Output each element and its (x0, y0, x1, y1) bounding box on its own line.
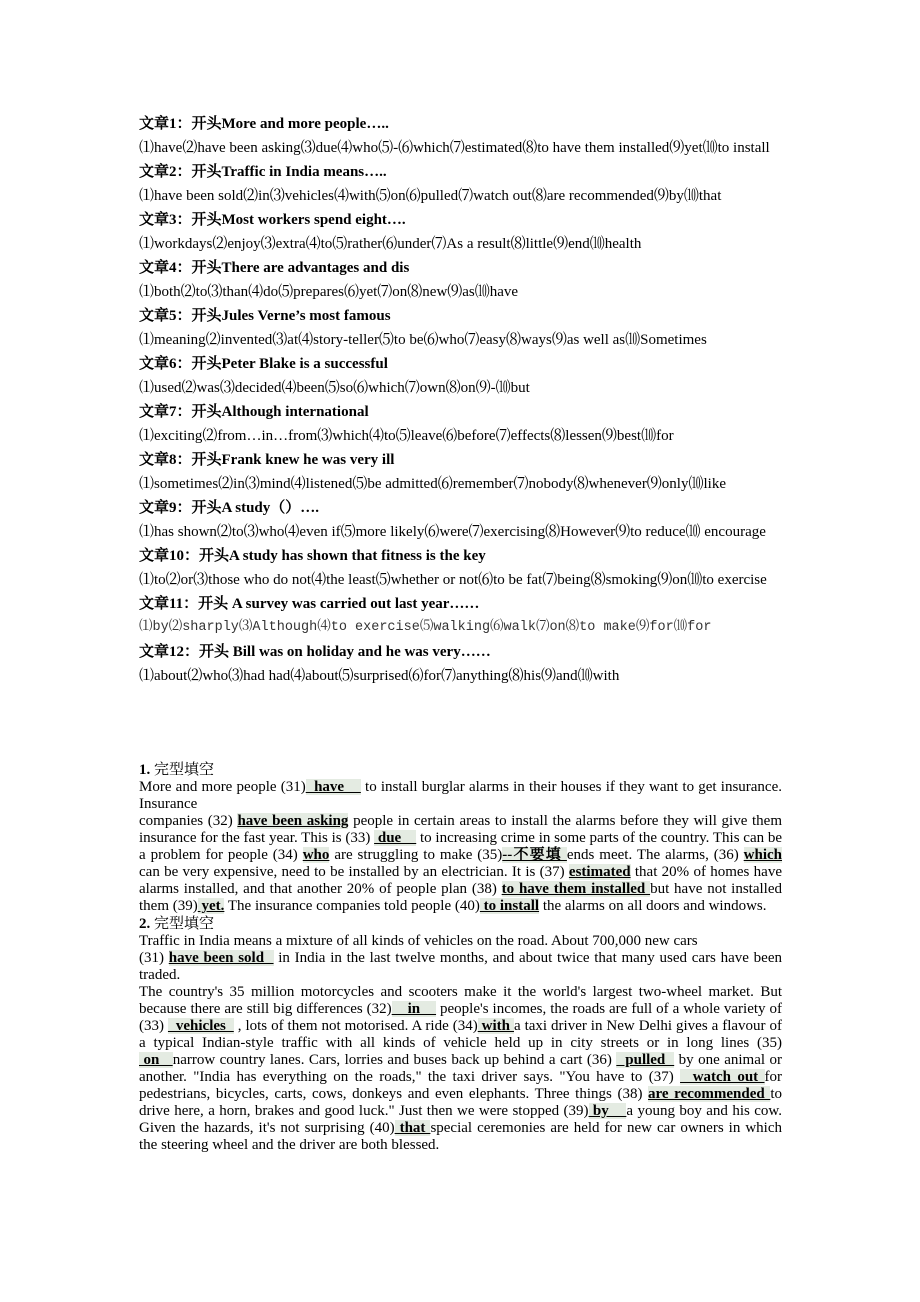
passage-text: a taxi driver in New Delhi gives a flavour of a typical Indian-style traffic with all kinds of vehicle held up in city streets or in long lines (35) (139, 1018, 782, 1051)
passage-text: that 20% of homes have alarms installed, and that another 20% of people plan (38) (139, 864, 782, 897)
article-answer-block (139, 496, 784, 544)
filled-answer-blank: which (743, 847, 783, 863)
cloze-section (139, 915, 782, 1154)
filled-answer-blank: pulled (616, 1052, 675, 1068)
article-answer-block (139, 304, 784, 352)
passage-text: companies (32) (139, 813, 238, 829)
article-title: 文章3：开头Most workers spend eight…. (139, 212, 406, 228)
passage-text: but have not installed them (39) (139, 881, 782, 914)
filled-answer-blank: watch out (680, 1069, 765, 1085)
section-number: 2. (139, 916, 151, 932)
cloze-paragraph (139, 779, 782, 813)
passage-text: people in certain areas to install the alarms before they will give them insurance for the fast year. This is (33) (139, 813, 782, 846)
passage-text: More and more people (31) (139, 779, 306, 795)
passage-text: , lots of them not motorised. A ride (34) (233, 1018, 478, 1034)
passage-text: by one animal or another. "India has everything on the roads," the taxi driver says. "You have to (37) (139, 1052, 783, 1085)
filled-answer-blank: have been asking (237, 813, 349, 829)
article-title: 文章8：开头Frank knew he was very ill (139, 452, 395, 468)
filled-answer-blank: --不要填 (502, 847, 567, 863)
passage-text: ends meet. The alarms, (36) (566, 847, 744, 863)
article-title: 文章5：开头Jules Verne’s most famous (139, 308, 391, 324)
article-title: 文章11：开头 A survey was carried out last year…… (139, 596, 480, 612)
article-answer-block (139, 112, 784, 160)
cloze-section-title (139, 915, 782, 933)
cloze-section (139, 761, 782, 915)
article-title: 文章6：开头Peter Blake is a successful (139, 356, 388, 372)
filled-answer-blank: on (139, 1052, 173, 1068)
passage-text: Traffic in India means a mixture of all kinds of vehicles on the road. About 700,000 new cars (139, 933, 698, 949)
article-answers: ⑴sometimes⑵in⑶mind⑷listened⑸be admitted⑹remember⑺nobody⑻whenever⑼only⑽like (139, 476, 726, 492)
passage-text: people's incomes, the roads are full of a whole variety of (33) (139, 1001, 783, 1034)
article-answer-block (139, 352, 784, 400)
filled-answer-blank: have been sold (168, 950, 274, 966)
article-title: 文章9：开头A study（）…. (139, 500, 320, 516)
article-title: 文章12：开头 Bill was on holiday and he was very…… (139, 644, 491, 660)
filled-answer-blank: that (394, 1120, 431, 1136)
cloze-paragraph (139, 933, 782, 950)
filled-answer-blank: in (391, 1001, 437, 1017)
passage-text: in India in the last twelve months, and about twice that many used cars have been traded. (139, 950, 782, 983)
filled-answer-blank: have (305, 779, 361, 795)
passage-text: The country's 35 million motorcycles and scooters make it the world's largest two-wheel market. But because there are still big differences (32) (139, 984, 782, 1017)
passage-text: are struggling to make (35) (329, 847, 503, 863)
cloze-paragraph (139, 984, 782, 1154)
article-answers: ⑴have been sold⑵in⑶vehicles⑷with⑸on⑹pulled⑺watch out⑻are recommended⑼by⑽that (139, 188, 722, 204)
filled-answer-blank: to install (479, 898, 540, 914)
article-answers: ⑴about⑵who⑶had had⑷about⑸surprised⑹for⑺anything⑻his⑼and⑽with (139, 668, 620, 684)
cloze-paragraph (139, 813, 782, 915)
article-answers: ⑴used⑵was⑶decided⑷been⑸so⑹which⑺own⑻on⑼-⑽but (139, 380, 530, 396)
article-answers: ⑴to⑵or⑶those who do not⑷the least⑸whether or not⑹to be fat⑺being⑻smoking⑼on⑽to exercise (139, 572, 767, 588)
article-answer-block (139, 640, 784, 688)
article-answers: ⑴meaning⑵invented⑶at⑷story-teller⑸to be⑹who⑺easy⑻ways⑼as well as⑽Sometimes (139, 332, 707, 348)
passage-text: can be very expensive, need to be installed by an electrician. It is (37) (139, 864, 569, 880)
passage-text: The insurance companies told people (40) (224, 898, 480, 914)
article-answers: ⑴both⑵to⑶than⑷do⑸prepares⑹yet⑺on⑻new⑼as⑽have (139, 284, 519, 300)
article-answers: ⑴exciting⑵from…in…from⑶which⑷to⑸leave⑹before⑺effects⑻lessen⑼best⑽for (139, 428, 674, 444)
filled-answer-blank: are recommended (648, 1086, 771, 1102)
article-answers: ⑴by⑵sharply⑶Although⑷to exercise⑸walking⑹walk⑺on⑻to make⑼for⑽for (139, 620, 712, 635)
article-title: 文章4：开头There are advantages and dis (139, 260, 410, 276)
filled-answer-blank: who (302, 847, 330, 863)
section-label: 完型填空 (154, 762, 215, 778)
filled-answer-blank: yet. (197, 898, 225, 914)
filled-answer-blank: estimated (568, 864, 631, 880)
passage-text: narrow country lanes. Cars, lorries and buses back up behind a cart (36) (172, 1052, 617, 1068)
passage-text: to increasing crime in some parts of the country. This can be a problem for people (34) (139, 830, 783, 863)
section-number: 1. (139, 762, 151, 778)
article-title: 文章10：开头A study has shown that fitness is the key (139, 548, 486, 564)
article-answer-block (139, 448, 784, 496)
article-answers: ⑴have⑵have been asking⑶due⑷who⑸-⑹which⑺estimated⑻to have them installed⑼yet⑽to install (139, 140, 770, 156)
passage-text: special ceremonies are held for new car owners in which the steering wheel and the driver are both blessed. (139, 1120, 782, 1153)
article-answer-block (139, 400, 784, 448)
article-title: 文章7：开头Although international (139, 404, 369, 420)
article-answers: ⑴has shown⑵to⑶who⑷even if⑸more likely⑹were⑺exercising⑻However⑼to reduce⑽ encourage (139, 524, 766, 540)
filled-answer-blank: with (477, 1018, 514, 1034)
article-answer-block (139, 544, 784, 592)
cloze-sections (139, 761, 782, 1154)
article-title: 文章2：开头Traffic in India means….. (139, 164, 387, 180)
article-answer-block (139, 208, 784, 256)
passage-text: a young boy and his cow. Given the hazards, it's not surprising (40) (139, 1103, 783, 1136)
passage-text: to drive here, a horn, brakes and good luck." Just then we were stopped (39) (139, 1086, 782, 1119)
answer-key-list (139, 112, 784, 688)
article-answer-block (139, 256, 784, 304)
filled-answer-blank: due (374, 830, 417, 846)
filled-answer-blank: by (588, 1103, 627, 1119)
passage-text: for pedestrians, bicycles, carts, cows, donkeys and even elephants. Three things (38) (139, 1069, 782, 1102)
article-title: 文章1：开头More and more people….. (139, 116, 389, 132)
filled-answer-blank: to have them installed (501, 881, 651, 897)
article-answer-block (139, 592, 784, 640)
cloze-section-title (139, 761, 782, 779)
article-answers: ⑴workdays⑵enjoy⑶extra⑷to⑸rather⑹under⑺As a result⑻little⑼end⑽health (139, 236, 642, 252)
article-answer-block (139, 160, 784, 208)
filled-answer-blank: vehicles (167, 1018, 234, 1034)
passage-text: to install burglar alarms in their houses if they want to get insurance. Insurance (139, 779, 782, 812)
passage-text: (31) (139, 950, 169, 966)
cloze-paragraph (139, 950, 782, 984)
section-label: 完型填空 (154, 916, 215, 932)
passage-text: the alarms on all doors and windows. (539, 898, 767, 914)
